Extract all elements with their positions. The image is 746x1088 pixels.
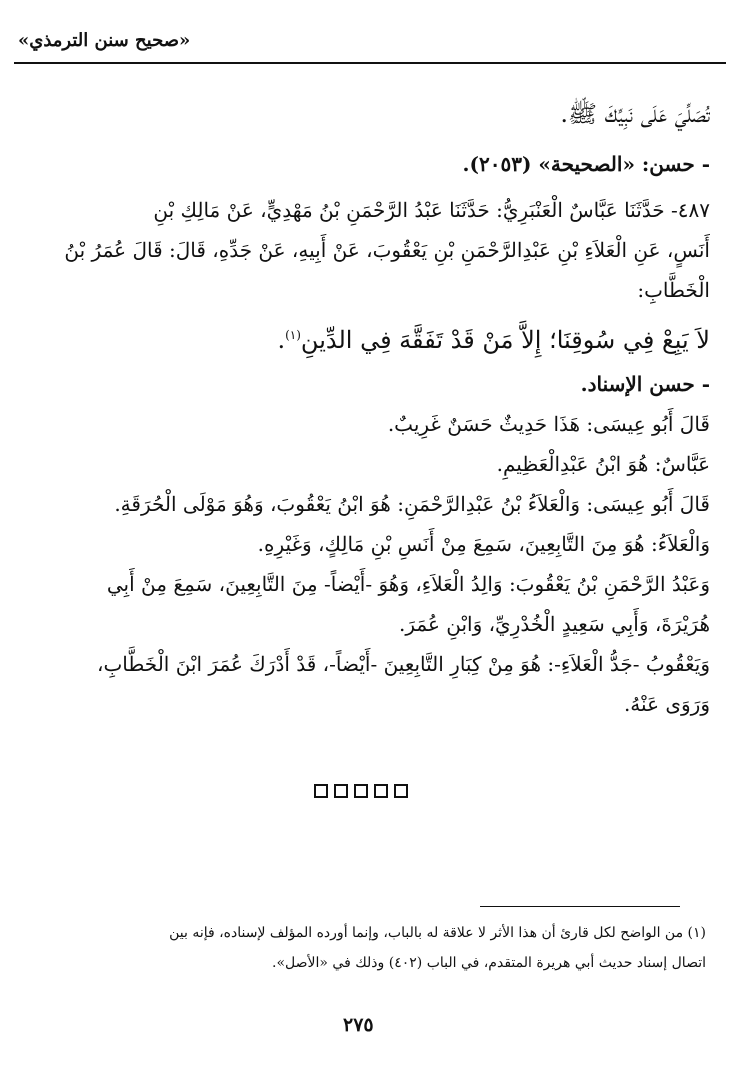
footnote-line: (١) من الواضح لكل قارئ أن هذا الأثر لا علاقة له بالباب، وإنما أورده المؤلف لإسناده، فإنه بين: [169, 925, 706, 941]
separator-box: [354, 784, 368, 798]
footnote-line: اتصال إسناد حديث أبي هريرة المتقدم، في الباب (٤٠٢) وذلك في «الأصل».: [272, 955, 706, 971]
matn-period: .: [277, 326, 286, 354]
page-number: ٢٧٥: [343, 1014, 374, 1036]
separator-box: [334, 784, 348, 798]
text-line: وَعَبْدُ الرَّحْمَنِ بْنُ يَعْقُوبَ: وَالِدُ الْعَلاَءِ، وَهُوَ -أَيْضاً- مِنَ التَّابِعِينَ، سَمِعَ مِنْ أَبِي: [106, 572, 710, 596]
footnotes: [56, 918, 706, 978]
text-line: تُصَلِّيَ عَلَى نَبِيِّكَ ﷺ.: [560, 100, 710, 128]
text-line: الْخَطَّابِ:: [637, 278, 710, 302]
text-line: وَرَوَى عَنْهُ.: [623, 692, 710, 716]
footnote-rule: [480, 906, 680, 907]
hadith-matn-line: [60, 316, 710, 364]
separator-box: [314, 784, 328, 798]
footnote-marker: (١): [285, 328, 301, 342]
separator-box: [374, 784, 388, 798]
header-rule: [14, 62, 726, 64]
text-line: قَالَ أَبُو عِيسَى: وَالْعَلاَءُ بْنُ عَبْدِالرَّحْمَنِ: هُوَ ابْنُ يَعْقُوبَ، وَهُوَ مَوْلَى الْحُرَقَةِ.: [114, 492, 710, 516]
text-line: أَنَسٍ، عَنِ الْعَلاَءِ بْنِ عَبْدِالرَّحْمَنِ بْنِ يَعْقُوبَ، عَنْ أَبِيهِ، عَنْ جَدِّهِ، قَالَ: قَالَ عُمَرُ بْنُ: [64, 238, 710, 262]
text-line: عَبَّاسٌ: هُوَ ابْنُ عَبْدِالْعَظِيمِ.: [496, 452, 710, 476]
grading-line: - حسن الإسناد.: [580, 372, 710, 396]
running-header-title: «صحيح سنن الترمذي»: [18, 30, 191, 51]
text-line: وَيَعْقُوبُ -جَدُّ الْعَلاَءِ-: هُوَ مِنْ كِبَارِ التَّابِعِينَ -أَيْضاً-، قَدْ أَدْرَكَ عُمَرَ ابْنَ الْخَطَّابِ،: [97, 652, 710, 676]
section-separator: [314, 784, 408, 798]
main-text: [60, 90, 710, 724]
hadith-number-line: ٤٨٧- حَدَّثَنَا عَبَّاسٌ الْعَنْبَرِيُّ: حَدَّثَنَا عَبْدُ الرَّحْمَنِ بْنُ مَهْدِيٍّ، عَنْ مَالِكِ بْنِ: [153, 198, 710, 222]
hadith-matn-text: لاَ يَبِعْ فِي سُوقِنَا؛ إِلاَّ مَنْ قَدْ تَفَقَّهَ فِي الدِّينِ: [300, 326, 710, 354]
text-line: قَالَ أَبُو عِيسَى: هَذَا حَدِيثٌ حَسَنٌ غَرِيبٌ.: [387, 412, 710, 436]
grading-line: - حسن: «الصحيحة» (٢٠٥٣).: [462, 152, 710, 176]
text-line: وَالْعَلاَءُ: هُوَ مِنَ التَّابِعِينَ، سَمِعَ مِنْ أَنَسِ بْنِ مَالِكٍ، وَغَيْرِهِ.: [257, 532, 710, 556]
text-line: هُرَيْرَةَ، وَأَبِي سَعِيدٍ الْخُدْرِيِّ، وَابْنِ عُمَرَ.: [398, 612, 710, 636]
separator-box: [394, 784, 408, 798]
